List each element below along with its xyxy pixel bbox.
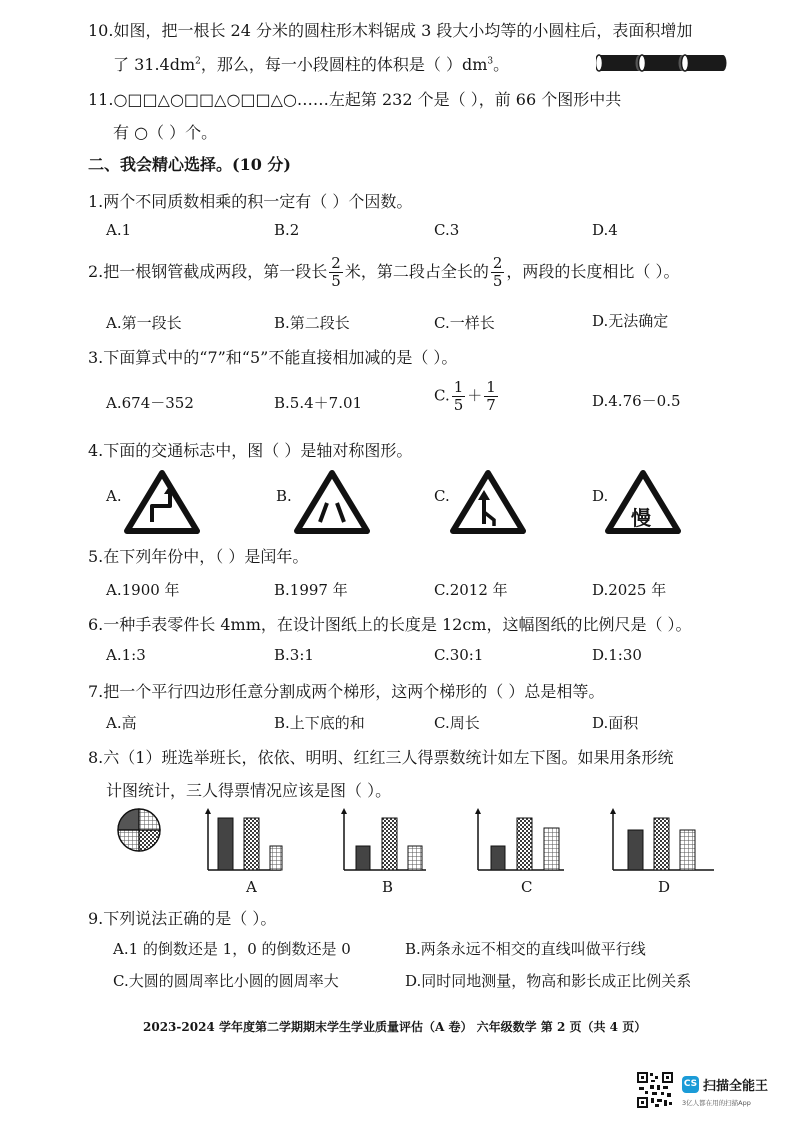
c1-option-d: D.4 (592, 221, 618, 239)
bar-chart-figure (341, 808, 426, 870)
c9-stem: 9.下列说法正确的是（ ）。 (88, 909, 277, 928)
c3-plus: ＋ (467, 386, 483, 405)
c6-option-c: C.30:1 (434, 646, 484, 664)
c2-frac2-num: 2 (492, 254, 503, 272)
sign-d-char: 慢 (631, 506, 651, 530)
c1-option-b: B.2 (274, 221, 300, 239)
c3-option-c-label: C. (434, 386, 450, 405)
c2-option-c: C.一样长 (434, 314, 495, 332)
c2-stem-part1: 2.把一根钢管截成两段，第一段长 (88, 262, 328, 281)
c7-option-b: B.上下底的和 (274, 714, 365, 732)
log-3 (682, 55, 727, 71)
c4-stem: 4.下面的交通标志中，图（ ）是轴对称图形。 (88, 441, 413, 460)
c5-option-d: D.2025 年 (592, 581, 667, 599)
cylinder-logs-figure (596, 52, 728, 74)
scanner-subtitle: 3亿人都在用的扫描App (682, 1099, 751, 1107)
c2-frac2-den: 5 (492, 272, 503, 290)
c7-option-a: A.高 (106, 714, 137, 732)
q10-line2-mid: ，那么，每一小段圆柱的体积是（ ）dm (200, 55, 488, 74)
c2-option-d: D.无法确定 (592, 312, 669, 330)
q10-sup: 2 (195, 56, 201, 67)
sign-d (605, 470, 681, 534)
c7-option-c: C.周长 (434, 714, 480, 732)
bar-chart-figure (610, 808, 714, 870)
c6-option-a: A.1:3 (106, 646, 146, 664)
warning-sign-icon (450, 470, 526, 534)
c7-option-d: D.面积 (592, 714, 639, 732)
c2-stem-part3: ，两段的长度相比（ ）。 (506, 262, 680, 281)
chart-label-d: D (658, 878, 671, 896)
c9-option-b: B.两条永远不相交的直线叫做平行线 (405, 940, 646, 958)
c9-option-c: C.大圆的圆周率比小圆的圆周率大 (113, 972, 339, 990)
c8-line2: 计图统计，三人得票情况应该是图（ ）。 (106, 781, 392, 800)
c5-option-a: A.1900 年 (106, 581, 180, 599)
bar-chart-figure (205, 808, 282, 870)
c3-option-a: A.674－352 (106, 394, 194, 412)
c3-stem: 3.下面算式中的“7”和“5”不能直接相加减的是（ ）。 (88, 348, 458, 367)
c4-label-d: D. (592, 487, 609, 505)
c4-label-c: C. (434, 487, 450, 505)
c6-stem: 6.一种手表零件长 4mm，在设计图纸上的长度是 12cm，这幅图纸的比例尺是（ ）。 (88, 615, 692, 634)
c3-option-d: D.4.76－0.5 (592, 392, 681, 410)
warning-sign-icon (124, 470, 200, 534)
warning-sign-icon (294, 470, 370, 534)
scanner-title: 扫描全能王 (703, 1079, 769, 1094)
scanner-logo-icon: CS (682, 1076, 699, 1093)
c2-stem-part2: 米，第二段占全长的 (344, 262, 489, 281)
c3-frac1-den: 5 (453, 396, 464, 414)
c6-option-d: D.1:30 (592, 646, 642, 664)
c1-option-c: C.3 (434, 221, 460, 239)
c3-frac1-num: 1 (453, 378, 464, 396)
c9-option-a: A.1 的倒数还是 1，0 的倒数还是 0 (113, 940, 351, 958)
c2-frac1-den: 5 (331, 272, 341, 290)
c3-frac2-num: 1 (486, 378, 496, 396)
q10-line2-end: 。 (493, 55, 510, 74)
c3-option-b: B.5.4＋7.01 (274, 394, 363, 412)
chart-label-b: B (382, 878, 394, 896)
q10-line1: 10.如图，把一根长 24 分米的圆柱形木料锯成 3 段大小均等的小圆柱后，表面积增加 (88, 21, 693, 40)
log-2 (639, 55, 686, 71)
page-footer: 2023-2024 学年度第二学期期末学生学业质量评估（A 卷） 六年级数学 第 2 页（共 4 页） (143, 1020, 647, 1034)
scanner-logo (682, 1074, 768, 1094)
c8-line1: 8.六（1）班选举班长，依依、明明、红红三人得票数统计如左下图。如果用条形统 (88, 748, 674, 767)
c4-label-a: A. (106, 487, 122, 505)
chart-label-c: C (521, 878, 533, 896)
c2-option-b: B.第二段长 (274, 314, 350, 332)
c5-option-b: B.1997 年 (274, 581, 348, 599)
c6-option-b: B.3:1 (274, 646, 314, 664)
c5-stem: 5.在下列年份中，（ ）是闰年。 (88, 547, 309, 566)
qr-code-icon (636, 1071, 674, 1109)
q10-sup2: 3 (487, 56, 494, 67)
chart-label-a: A (246, 878, 257, 896)
c3-fraction-1 (452, 380, 466, 413)
q10-line2-pre: 了 31.4dm (113, 55, 196, 74)
pie-chart-figure (118, 809, 160, 851)
c1-stem: 1.两个不同质数相乘的积一定有（ ）个因数。 (88, 192, 413, 211)
c3-frac2-den: 7 (486, 396, 496, 414)
c7-stem: 7.把一个平行四边形任意分割成两个梯形，这两个梯形的（ ）总是相等。 (88, 682, 605, 701)
q11-line1: 11.○□□△○□□△○□□△○……左起第 232 个是（ ），前 66 个图形中共 (88, 90, 622, 109)
q11-line2: 有 ○（ ）个。 (113, 123, 218, 142)
c2-stem (88, 256, 679, 289)
bar-chart-figure (475, 808, 564, 870)
c3-fraction-2 (484, 380, 498, 413)
q10-line2 (113, 52, 509, 75)
c2-frac1-num: 2 (331, 254, 341, 272)
c8-figures (116, 808, 716, 898)
c9-option-d: D.同时同地测量，物高和影长成正比例关系 (405, 972, 692, 990)
c1-option-a: A.1 (106, 221, 132, 239)
section2-title: 二、我会精心选择。(10 分) (88, 155, 291, 174)
c5-option-c: C.2012 年 (434, 581, 508, 599)
c2-fraction-1 (329, 256, 343, 289)
c4-label-b: B. (276, 487, 292, 505)
c3-option-c (434, 380, 500, 413)
c2-fraction-2 (491, 256, 505, 289)
c2-option-a: A.第一段长 (106, 314, 182, 332)
log-1 (596, 55, 643, 71)
